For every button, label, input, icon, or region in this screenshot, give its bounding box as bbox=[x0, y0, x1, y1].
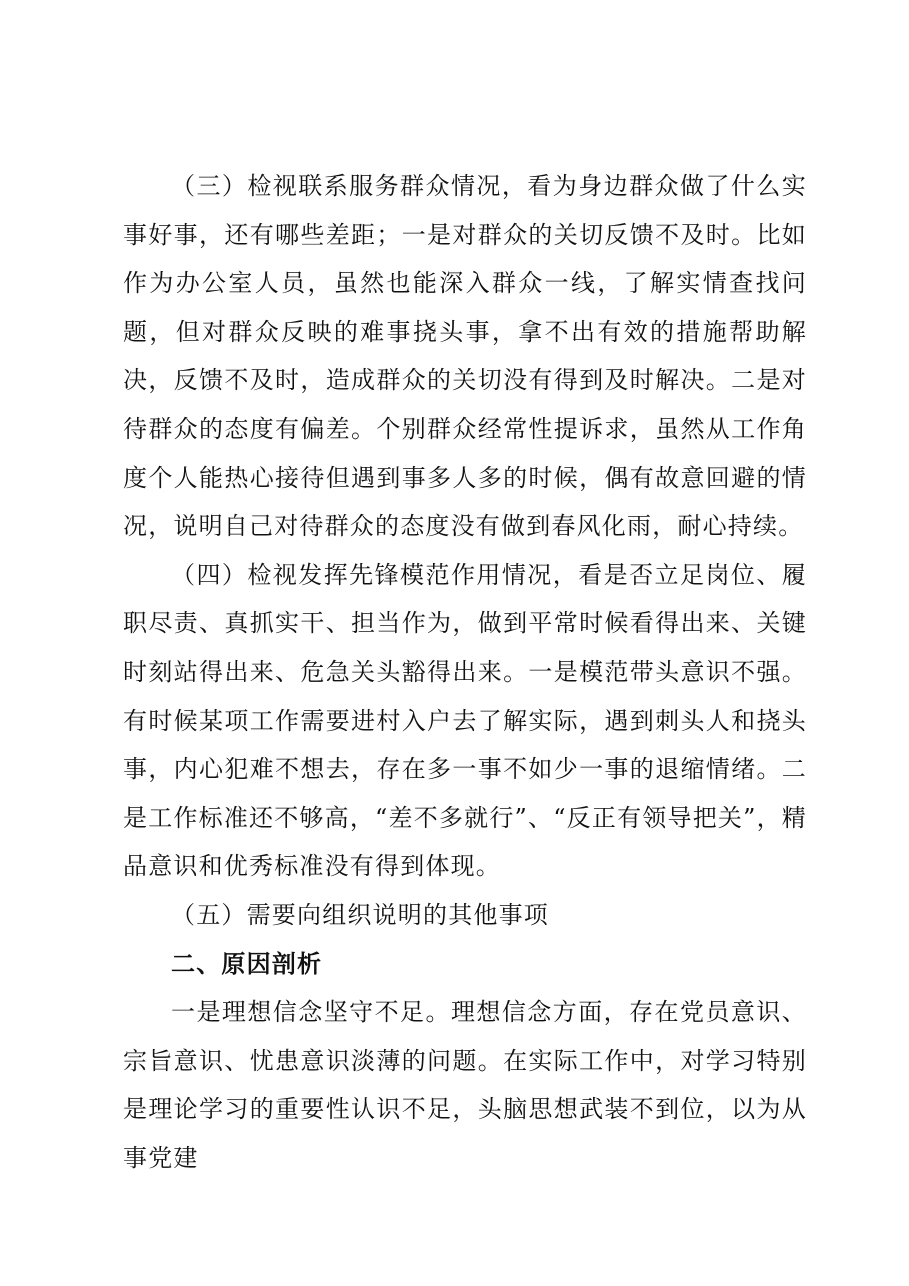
paragraph-section-five: （五）需要向组织说明的其他事项 bbox=[171, 900, 549, 929]
paragraph-cause-one: 一是理想信念坚守不足。理想信念方面，存在党员意识、宗旨意识、忧患意识淡薄的问题。在实际工作中，对学习特别是理论学习的重要性认识不足，头脑思想武装不到位，以为从事党建 bbox=[123, 998, 807, 1172]
document-body bbox=[123, 162, 807, 1182]
heading-cause-analysis: 二、原因剖析 bbox=[171, 949, 323, 978]
paragraph-section-three: （三）检视联系服务群众情况，看为身边群众做了什么实事好事，还有哪些差距；一是对群众的关切反馈不及时。比如作为办公室人员，虽然也能深入群众一线，了解实情查找问题，但对群众反映的难事挠头事，拿不出有效的措施帮助解决，反馈不及时，造成群众的关切没有得到及时解决。二是对待群众的态度有偏差。个别群众经常性提诉求，虽然从工作角度个人能热心接待但遇到事多人多的时候，偶有故意回避的情况，说明自己对待群众的态度没有做到春风化雨，耐心持续。 bbox=[123, 172, 807, 541]
paragraph-section-four: （四）检视发挥先锋模范作用情况，看是否立足岗位、履职尽责、真抓实干、担当作为，做到平常时候看得出来、关键时刻站得出来、危急关头豁得出来。一是模范带头意识不强。有时候某项工作需要进村入户去了解实际，遇到刺头人和挠头事，内心犯难不想去，存在多一事不如少一事的退缩情绪。二是工作标准还不够高，“差不多就行”、“反正有领导把关”，精品意识和优秀标准没有得到体现。 bbox=[123, 560, 807, 881]
